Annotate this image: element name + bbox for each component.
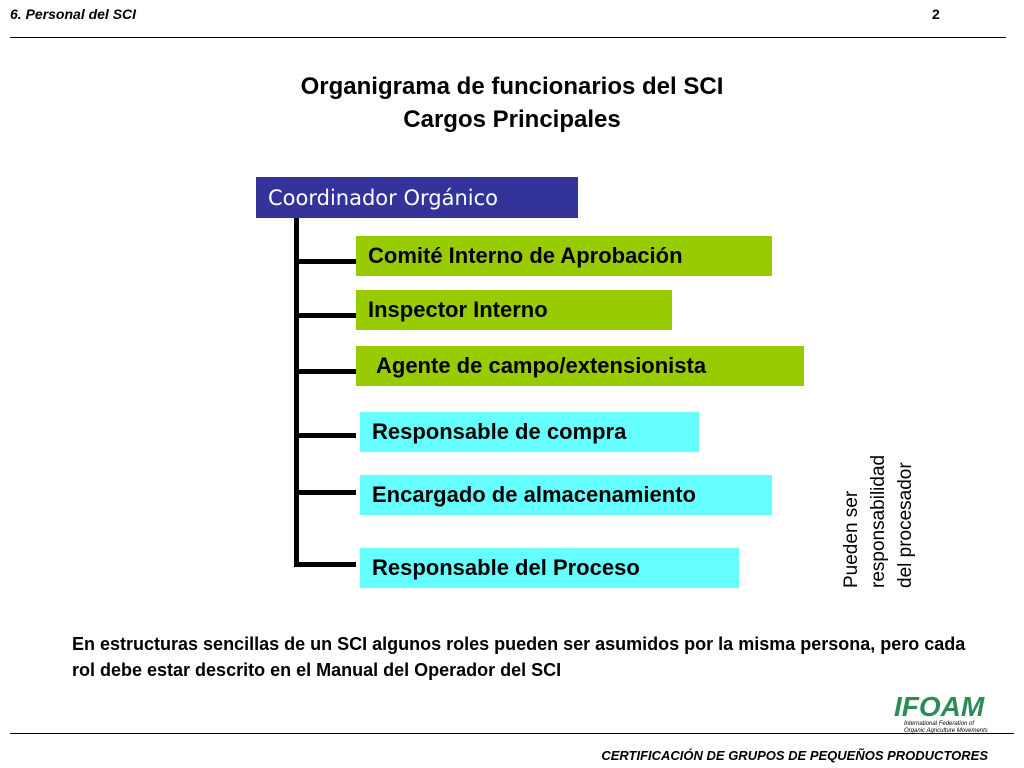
org-box-agente: Agente de campo/extensionista — [356, 346, 804, 386]
connector-2 — [294, 313, 356, 318]
org-trunk-line — [294, 218, 299, 566]
coordinator-box: Coordinador Orgánico — [256, 177, 578, 218]
logo-subtext-2: Organic Agriculture Movements — [904, 728, 988, 734]
title-line-1: Organigrama de funcionarios del SCI — [300, 73, 724, 100]
title-line-2: Cargos Principales — [403, 106, 621, 133]
header-divider — [10, 37, 1006, 38]
ifoam-logo — [892, 690, 992, 736]
org-box-proceso: Responsable del Proceso — [360, 548, 739, 588]
org-box-inspector: Inspector Interno — [356, 290, 672, 330]
org-box-almacenamiento: Encargado de almacenamiento — [360, 475, 772, 515]
footer-divider — [10, 733, 1014, 734]
logo-wordmark: IFOAM — [894, 691, 985, 722]
connector-3 — [294, 369, 356, 374]
org-box-comite: Comité Interno de Aprobación — [356, 236, 772, 276]
page-number: 2 — [932, 6, 940, 22]
footer-text: CERTIFICACIÓN DE GRUPOS DE PEQUEÑOS PRODUCTORES — [601, 748, 988, 763]
org-box-compra: Responsable de compra — [360, 412, 699, 452]
connector-6 — [294, 562, 356, 567]
connector-1 — [294, 259, 356, 264]
section-label: 6. Personal del SCI — [10, 6, 137, 22]
processor-note: Pueden ser responsabilidad del procesador — [841, 454, 916, 588]
logo-subtext-1: International Federation of — [904, 721, 975, 727]
connector-5 — [294, 490, 356, 495]
explanatory-note: En estructuras sencillas de un SCI algunos roles pueden ser asumidos por la misma persona, pero cada rol debe estar descrito en el Manual del Operador del SCI — [72, 634, 966, 680]
connector-4 — [294, 433, 356, 438]
page-title — [0, 70, 1024, 136]
